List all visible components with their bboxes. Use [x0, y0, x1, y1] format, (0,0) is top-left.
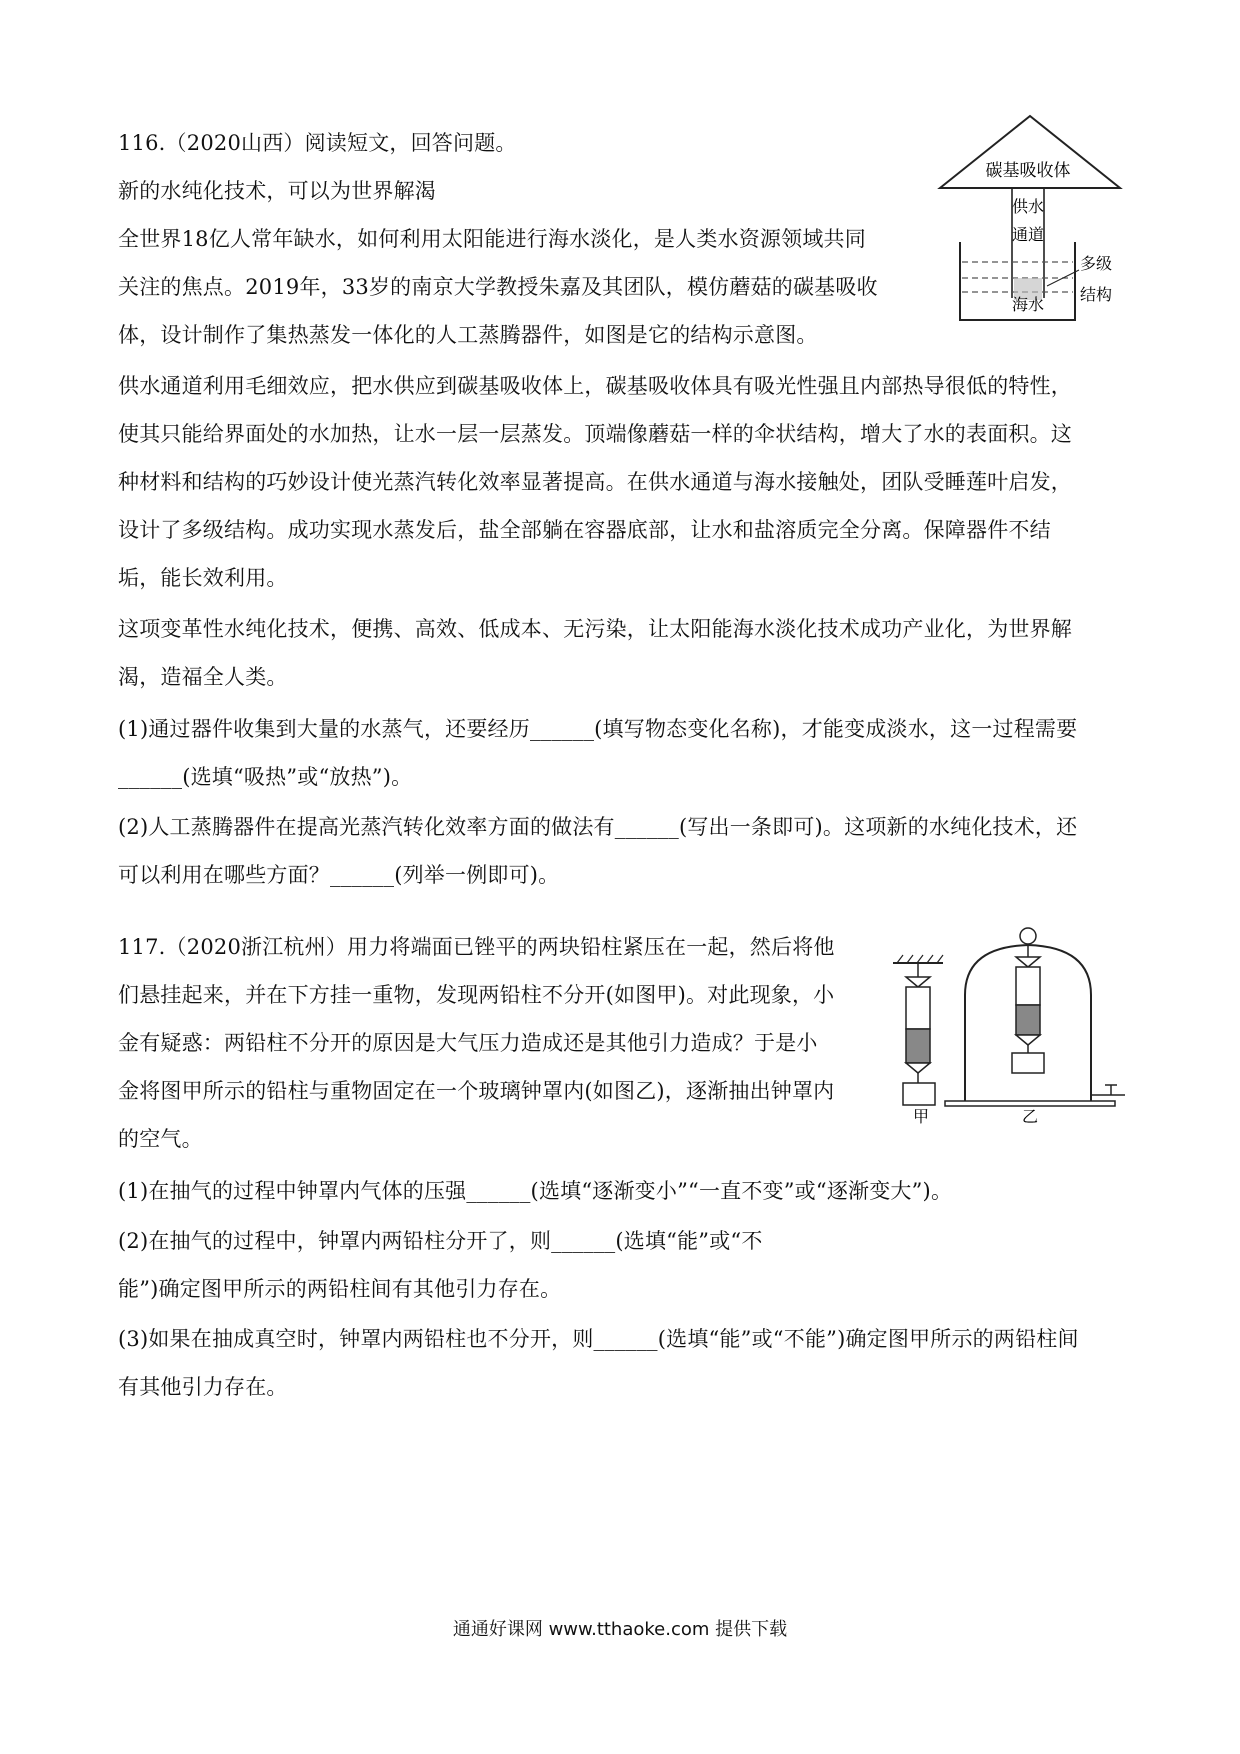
q116-text-line: 设计了多级结构。成功实现水蒸发后，盐全部躺在容器底部，让水和盐溶质完全分离。保障器件不结 [118, 518, 1051, 542]
q117-text-line: 们悬挂起来，并在下方挂一重物，发现两铅柱不分开(如图甲)。对此现象，小 [118, 983, 835, 1007]
q117-text-line: 的空气。 [118, 1127, 203, 1151]
q117-subquestion: (2)在抽气的过程中，钟罩内两铅柱分开了，则______(选填“能”或“不 [118, 1229, 763, 1253]
q116-subquestion: ______(选填“吸热”或“放热”)。 [118, 765, 413, 789]
channel-label: 通道 [1011, 225, 1045, 244]
q117-text-line: 金有疑惑：两铅柱不分开的原因是大气压力造成还是其他引力造成？于是小 [118, 1031, 818, 1055]
page-footer: 通通好课网 www.tthaoke.com 提供下载 [452, 1619, 788, 1640]
multi-level-label: 结构 [1080, 285, 1113, 304]
lead-cylinder-bell-jar-figure [885, 925, 1130, 1125]
q116-text-line: 这项变革性水纯化技术，便携、高效、低成本、无污染，让太阳能海水淡化技术成功产业化，为世界解 [118, 617, 1072, 641]
channel-label: 供水 [1011, 197, 1045, 216]
q116-text-line: 体，设计制作了集热蒸发一体化的人工蒸腾器件，如图是它的结构示意图。 [118, 323, 818, 347]
q116-subquestion: 可以利用在哪些方面？______(列举一例即可)。 [118, 863, 560, 887]
q116-subquestion: (1)通过器件收集到大量的水蒸气，还要经历______(填写物态变化名称)，才能变成淡水，这一过程需要 [118, 717, 1078, 741]
multi-level-label: 多级 [1080, 254, 1113, 273]
label-yi: 乙 [1022, 1107, 1039, 1125]
label-jia: 甲 [913, 1107, 930, 1125]
q116-text-line: 垢，能长效利用。 [118, 566, 288, 590]
q117-subquestion: 有其他引力存在。 [118, 1375, 288, 1399]
q116-article-title: 新的水纯化技术，可以为世界解渴 [118, 179, 436, 203]
transpiration-device-figure [935, 110, 1135, 325]
q117-subquestion: 能”)确定图甲所示的两铅柱间有其他引力存在。 [118, 1277, 562, 1301]
q116-text-line: 全世界18亿人常年缺水，如何利用太阳能进行海水淡化，是人类水资源领域共同 [118, 227, 866, 251]
q116-text-line: 渴，造福全人类。 [118, 665, 288, 689]
q117-text-line: 117.（2020浙江杭州）用力将端面已锉平的两块铅柱紧压在一起，然后将他 [118, 935, 835, 959]
q116-text-line: 关注的焦点。2019年，33岁的南京大学教授朱嘉及其团队，模仿蘑菇的碳基吸收 [118, 275, 878, 299]
q116-text-line: 供水通道利用毛细效应，把水供应到碳基吸收体上，碳基吸收体具有吸光性强且内部热导很低的特性， [118, 374, 1072, 398]
absorber-label: 碳基吸收体 [985, 161, 1071, 181]
q117-subquestion: (3)如果在抽成真空时，钟罩内两铅柱也不分开，则______(选填“能”或“不能”)确定图甲所示的两铅柱间 [118, 1327, 1079, 1351]
q117-subquestion: (1)在抽气的过程中钟罩内气体的压强______(选填“逐渐变小”“一直不变”或“逐渐变大”)。 [118, 1179, 953, 1203]
q116-text-line: 使其只能给界面处的水加热，让水一层一层蒸发。顶端像蘑菇一样的伞状结构，增大了水的表面积。这 [118, 422, 1072, 446]
seawater-label: 海水 [1011, 295, 1045, 314]
q116-text-line: 种材料和结构的巧妙设计使光蒸汽转化效率显著提高。在供水通道与海水接触处，团队受睡莲叶启发， [118, 470, 1072, 494]
q116-header: 116.（2020山西）阅读短文，回答问题。 [118, 131, 517, 155]
q116-subquestion: (2)人工蒸腾器件在提高光蒸汽转化效率方面的做法有______(写出一条即可)。这项新的水纯化技术，还 [118, 815, 1078, 839]
q117-text-line: 金将图甲所示的铅柱与重物固定在一个玻璃钟罩内(如图乙)，逐渐抽出钟罩内 [118, 1079, 835, 1103]
